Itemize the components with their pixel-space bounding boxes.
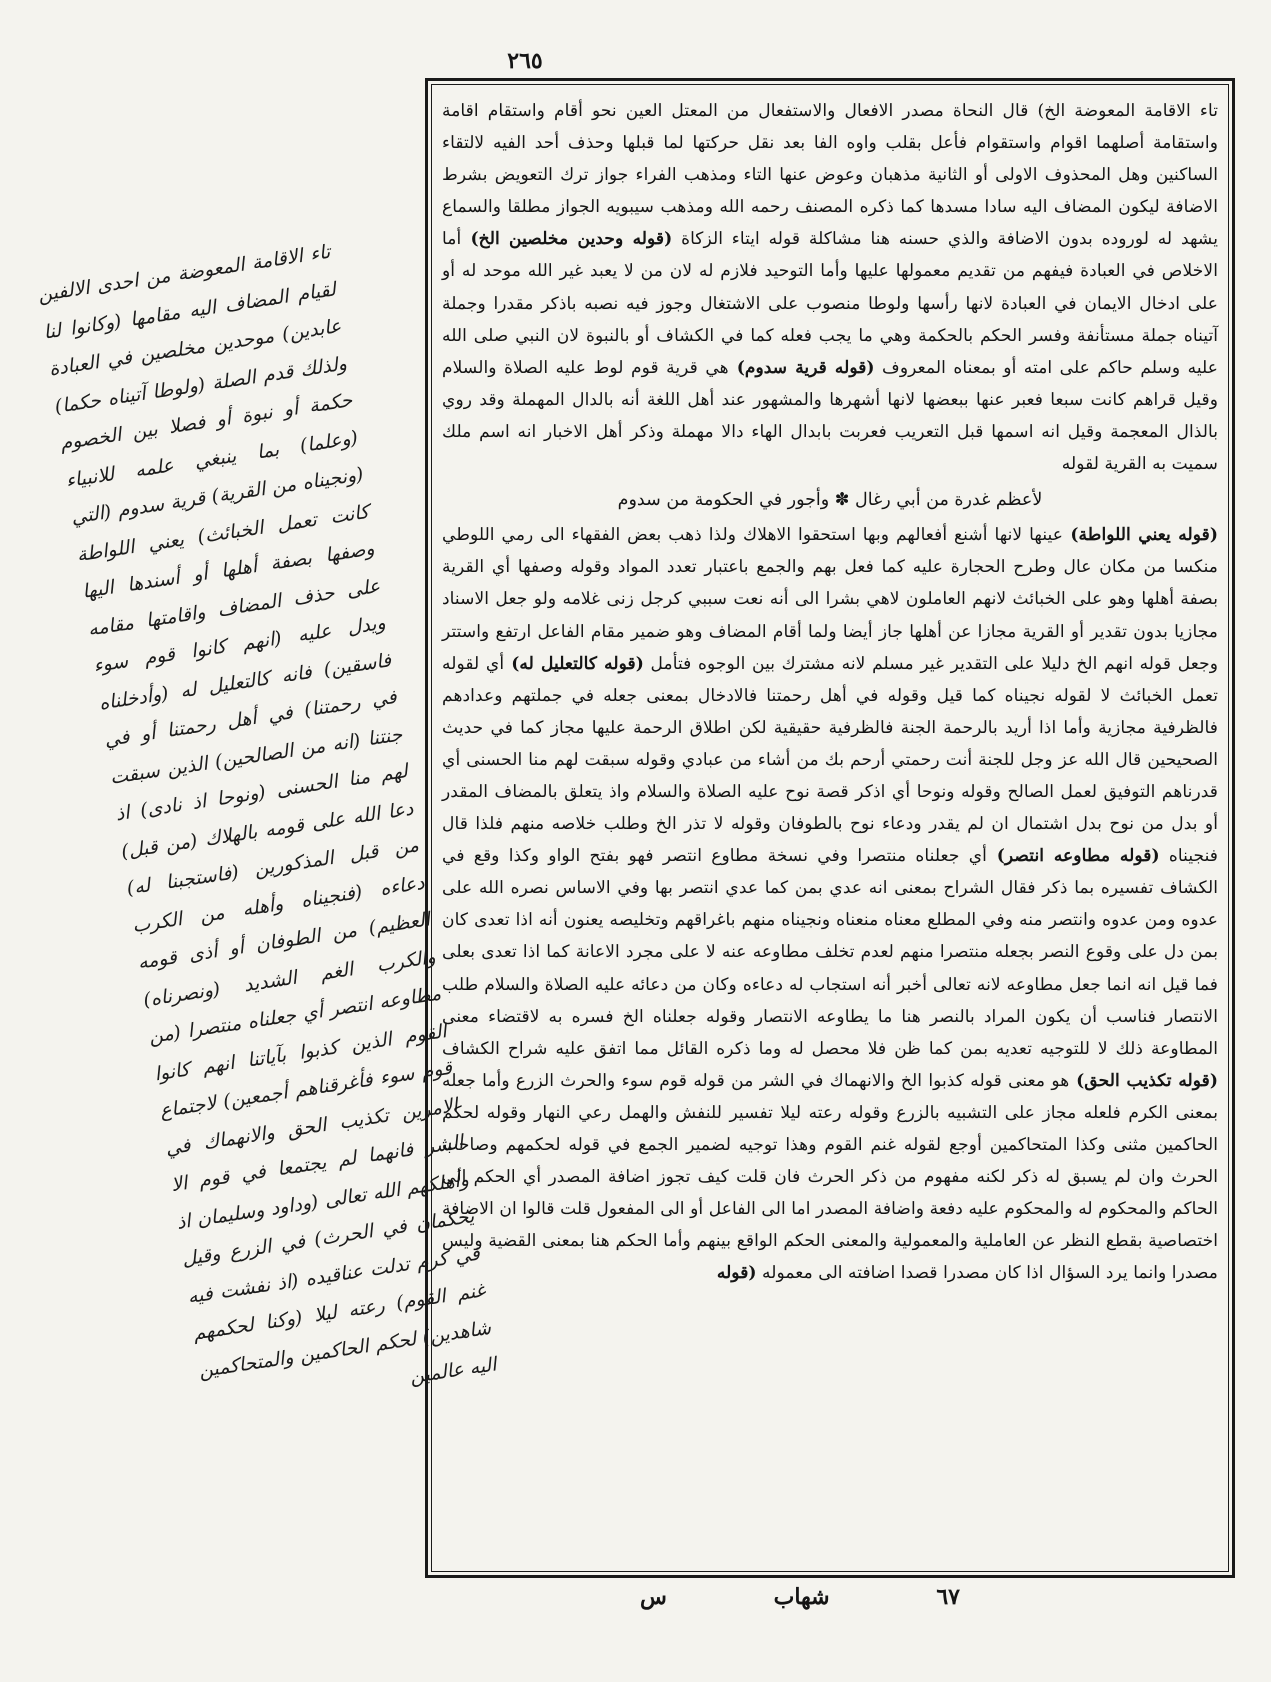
main-paragraph-1 xyxy=(442,95,1218,480)
margin-note-text: تاء الاقامة المعوضة من احدى الالفين لقيام المضاف اليه مقامها (وكانوا لنا عابدين) موحدين مخلصين في العبادة ولذلك قدم الصلة (ولوطا آتيناه حكما) حكمة أو نبوة أو فصلا بين الخصوم (وعلما) بما ينبغي علمه للانبياء (ونجيناه من القرية) قرية سدوم (التي كانت تعمل الخبائث) يعني اللواطة وصفها بصفة أهلها أو أسندها اليها على حذف المضاف واقامتها مقامه ويدل عليه (انهم كانوا قوم سوء فاسقين) فانه كالتعليل له (وأدخلناه في رحمتنا) في أهل رحمتنا أو في جنتنا (انه من الصالحين) الذين سبقت لهم منا الحسنى (ونوحا اذ نادى) اذ دعا الله على قومه بالهلاك (من قبل) من قبل المذكورين (فاستجبنا له) دعاءه (فنجيناه وأهله من الكرب العظيم) من الطوفان أو أذى قومه والكرب الغم الشديد (ونصرناه) مطاوعه انتصر أي جعلناه منتصرا (من القوم الذين كذبوا بآياتنا انهم كانوا قوم سوء فأغرقناهم أجمعين) لاجتماع الامرين تكذيب الحق والانهماك في الشر فانهما لم يجتمعا في قوم الا وأهلكهم الله تعالى (وداود وسليمان اذ يحكمان في الحرث) في الزرع وقيل في كرم تدلت عناقيده (اذ نفشت فيه غنم القوم) رعته ليلا (وكنا لحكمهم شاهدين) لحكم الحاكمين والمتحاكمين اليه عالمين xyxy=(36,240,498,1389)
quote-citation-1: (قوله وحدين مخلصين الخ) xyxy=(461,229,673,250)
main-block-3: هي قرية قوم لوط عليه الصلاة والسلام وقيل قراهم كانت سبعا فعبر عنها ببعضها لانها أشهرها والمشهور عند أهل اللغة أنه بالدال المهملة وقد روي بالذال المعجمة وقيل انه اسمها قبل التعريب فعربت بابدال الهاء دالا مهملة وذكر أهل الاخبار انه اسم ملك سميت به القرية لقوله xyxy=(442,357,1218,475)
quote-citation-2: (قوله قرية سدوم) xyxy=(728,357,875,378)
signature-letter: س xyxy=(640,1584,667,1610)
signature-word: شهاب xyxy=(773,1584,830,1610)
margin-note xyxy=(35,234,498,1389)
main-block-2: أما الاخلاص في العبادة فيفهم من تقديم معمولها عليها وأما التوحيد فلازم له لان من لا يعبد غير الله موحد له أو على ادخال الايمان في العبادة لانها رأسها ولوطا منصوب على الاشتغال وجوز فيه نصبه باذكر مقدرا وجملة آتيناه جملة مستأنفة وفسر الحكم بالحكمة وهي ما يجب فعله كما في الكشاف أو بالنبوة لان النبي صلى الله عليه وسلم حاكم على امته أو بمعناه المعروف xyxy=(442,229,1218,378)
main-text-body xyxy=(442,95,1218,1289)
main-text-inner-border xyxy=(431,84,1229,1572)
quote-citation-5: (قوله مطاوعه انتصر) xyxy=(986,846,1160,867)
quote-citation-7: (قوله xyxy=(716,1263,757,1284)
quote-citation-6: (قوله تكذيب الحق) xyxy=(1069,1070,1218,1091)
poetry-verse: لأعظم غدرة من أبي رغال ✽ وأجور في الحكومة من سدوم xyxy=(617,490,1043,511)
main-block-4: عينها لانها أشنع أفعالهم وبها استحقوا الاهلاك ولذا ذهب بعض الفقهاء الى رمي اللوطي منكسا من مكان عال وطرح الحجارة عليه كما فعل بهم والجمع باعتبار تعدد المواد وقوله وصفها أي القرية بصفة أهلها وهو على الخبائث لانهم العاملون لاهي بشرا الى أنه نعت سببي كرجل زنى غلامه ولو جعل الاسناد مجازيا بدون تقدير أو القرية مجازا عن أهلها جاز أيضا ولما أقام المضاف وهو ضمير مقام الفاعل ارتفع واستتر وجعل قوله انهم الخ دليلا على التقدير غير مسلم لانه مشترك بين الوجوه فتأمل xyxy=(442,525,1218,674)
printer-signature xyxy=(640,1584,960,1610)
page-number: ٢٦٥ xyxy=(507,48,543,74)
signature-number: ٦٧ xyxy=(936,1584,960,1610)
main-block-1: تاء الاقامة المعوضة الخ) قال النحاة مصدر الافعال والاستفعال من المعتل العين نحو أقام واستقام اقامة واستقامة أصلهما اقوام واستقوام فأعل بقلب واوه الفا بعد نقل حركتها لما قبلها وحذف أحد الفيه لالتقاء الساكنين وهل المحذوف الاولى أو الثانية مذهبان وعوض عنها التاء ومذهب الفراء جواز ترك التعويض بشرط الاضافة ليكون المضاف اليه سادا مسدها كما ذكره المصنف رحمه الله ومذهب سيبويه الجواز مطلقا والسماع يشهد له لوروده بدون الاضافة والذي حسنه هنا مشاكلة قوله ايتاء الزكاة xyxy=(442,101,1219,250)
quote-citation-4: (قوله كالتعليل له) xyxy=(504,653,644,674)
main-block-7: هو معنى قوله كذبوا الخ والانهماك في الشر من قوله قوم سوء والحرث الزرع وأما جعله بمعنى الكرم فلعله مجاز على التشبيه بالزرع وقوله رعته ليلا تفسير للنفش والهمل رعي النهار وقوله لحكم الحاكمين مثنى وكذا المتحاكمين أوجع لقوله غنم القوم وهذا توجيه لضمير الجمع في قوله لحكمهم وصاحب الحرث وان لم يسبق له ذكر لكنه مفهوم من ذكر الحرث فان قلت كيف تجوز اضافة المصدر أي الحكم الى الحاكم والمحكوم له والمحكوم عليه دفعة واضافة المصدر اما الى الفاعل أو الى المفعول قلت قالوا ان الاضافة اختصاصية بقطع النظر عن العاملية والمعمولية والمعنى الحكم الواقع بينهم وأما الحكم هنا بمعنى القضية وليس مصدرا وانما يرد السؤال اذا كان مصدرا قصدا اضافته الى معموله xyxy=(442,1070,1218,1284)
main-block-5: أي لقوله تعمل الخبائث لا لقوله نجيناه كما قيل وقوله في أهل رحمتنا فالادخال بمعنى جعله في جملتهم وعدادهم فالظرفية مجازية وأما اذا أريد بالرحمة الجنة فالظرفية حقيقية لكن اطلاق الرحمة عليها مجاز كما في حديث الصحيحين قال الله عز وجل للجنة أنت رحمتي أرحم بك من أشاء من عبادي وقوله سبقت لهم منا الحسنى أي قدرناهم التوفيق لعمل الصالح وقوله ونوحا أي اذكر قصة نوح عليه الصلاة والسلام واذ يتعلق بالمضاف المقدر أو بدل من نوح بدل اشتمال ان لم يقدر ودعاء نوح بالطوفان وقوله لا تذر الخ وطلب خلاصه منهم فلذا قال فنجيناه xyxy=(442,653,1219,867)
main-paragraph-2 xyxy=(442,519,1218,1289)
quote-citation-3: (قوله يعني اللواطة) xyxy=(1062,525,1218,546)
main-block-6: أي جعلناه منتصرا وفي نسخة مطاوع انتصر فهو بفتح الواو وكذا وقع في الكشاف تفسيره بما ذكر فقال الشراح بمعنى انه عدي بمن كما عدي انتصر بها وفي الاساس نصره الله على عدوه ومن عدوه وانتصر منه وفي المطلع معناه منعناه ونجيناه منهم باغراقهم وتخليصه يعنون أنه اذا تعدى كان بمن دل على وقوع النصر بجعله منتصرا منهم لعدم تخلف مطاوعه عنه لا على مجرد الاعانة كما اذا تعدى بعلى فما قيل انه انما جعل مطاوعه لانه تعالى أخبر أنه استجاب له دعاءه وكان من دعائه عليه الصلاة والسلام طلب الانتصار فناسب أن يكون المراد بالنصر هنا ما يطاوعه الانتصار وقوله جعلناه الخ فسره به لاقتضاء معنى المطاوعة ذلك لا للتوجيه تعديه بمن كما ظن فلا محصل له وما ذكره القائل مما اتفق عليه شراح الكشاف xyxy=(442,846,1218,1059)
main-text-frame xyxy=(425,78,1235,1578)
